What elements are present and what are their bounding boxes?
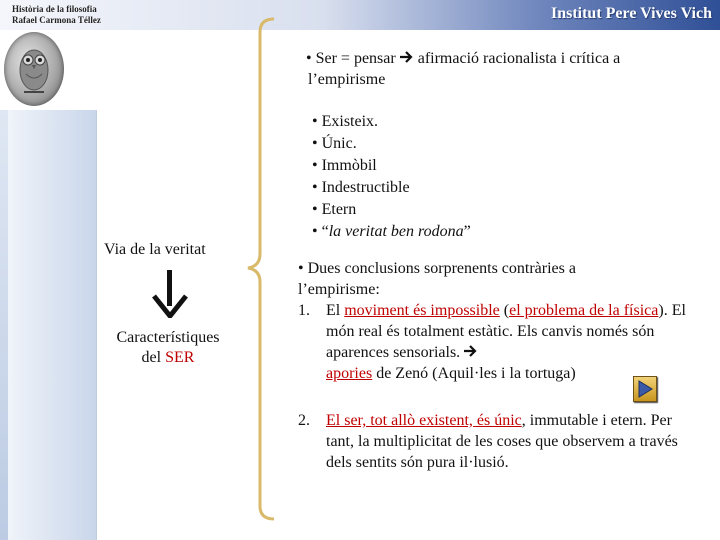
- quote-prefix: • “: [312, 223, 329, 240]
- conclusion-item-2-block: [298, 410, 702, 473]
- author-line-2: Rafael Carmona Téllez: [12, 15, 101, 25]
- statement-prefix: • Ser = pensar: [306, 50, 400, 67]
- via-label: Via de la veritat: [104, 241, 206, 258]
- institute-name: Institut Pere Vives Vich: [550, 5, 712, 22]
- left-decorative-panel: [0, 110, 97, 540]
- item1-mid: (: [499, 302, 510, 319]
- fisica-highlight: el problema de la física: [509, 302, 659, 319]
- conclusions-intro-1: • Dues conclusions sorprenents contràries a: [298, 260, 576, 277]
- conclusions-intro-2: l’empirisme:: [298, 281, 380, 298]
- caracteristiques-line-2: [104, 348, 232, 368]
- right-arrow-icon: [400, 50, 414, 67]
- caracteristiques-label: [104, 328, 232, 368]
- moviment-highlight: moviment és impossible: [344, 302, 500, 319]
- apories-link[interactable]: apories: [326, 365, 373, 382]
- play-button[interactable]: [633, 376, 657, 402]
- conclusions-block: [298, 258, 702, 384]
- author-credit: [12, 4, 101, 26]
- ser-unic-highlight: El ser, tot allò existent, és únic: [326, 412, 522, 429]
- statement-suffix: afirmació racionalista i crítica a: [413, 50, 621, 67]
- owl-coin-image: [4, 32, 64, 106]
- conclusion-item-2: [298, 410, 702, 473]
- item-number: 2.: [298, 412, 310, 429]
- quote-italic: la veritat ben rodona: [328, 223, 464, 240]
- down-arrow-icon: [152, 270, 188, 323]
- conclusion-item-1: [298, 300, 702, 384]
- ser-highlight: SER: [165, 349, 195, 366]
- list-item: • Existeix.: [312, 113, 379, 130]
- play-icon: [637, 380, 653, 398]
- left-edge-stripe: [0, 110, 8, 540]
- ser-attributes-list: [312, 111, 471, 243]
- item-number: 1.: [298, 302, 310, 319]
- list-item: • Etern: [312, 201, 357, 218]
- item1-end: de Zenó (Aquil·les i la tortuga): [372, 365, 576, 382]
- item2-rest: , immutable i etern. Per tant, la multiplicitat de les coses que observem a través dels sentits són pura il·lusió.: [326, 412, 678, 471]
- right-arrow-icon: [464, 344, 478, 361]
- caracteristiques-line-1: Característiques: [116, 329, 220, 346]
- list-item-quote: [312, 221, 471, 243]
- statement-line-2: l’empirisme: [308, 71, 386, 88]
- curly-brace-divider: [244, 16, 280, 531]
- caracteristiques-prefix: del: [141, 349, 166, 366]
- list-item: • Únic.: [312, 135, 357, 152]
- list-item: • Immòbil: [312, 157, 377, 174]
- statement-line-1: [306, 48, 706, 69]
- item1-rest: ). El món real és totalment estàtic. Els canvis només són aparences sensorials.: [326, 302, 686, 361]
- item1-pre: El: [326, 302, 345, 319]
- quote-suffix: ”: [463, 223, 471, 240]
- owl-icon: [4, 32, 64, 106]
- author-line-1: Història de la filosofia: [12, 4, 97, 14]
- ser-pensar-statement: [306, 48, 706, 90]
- list-item: • Indestructible: [312, 179, 410, 196]
